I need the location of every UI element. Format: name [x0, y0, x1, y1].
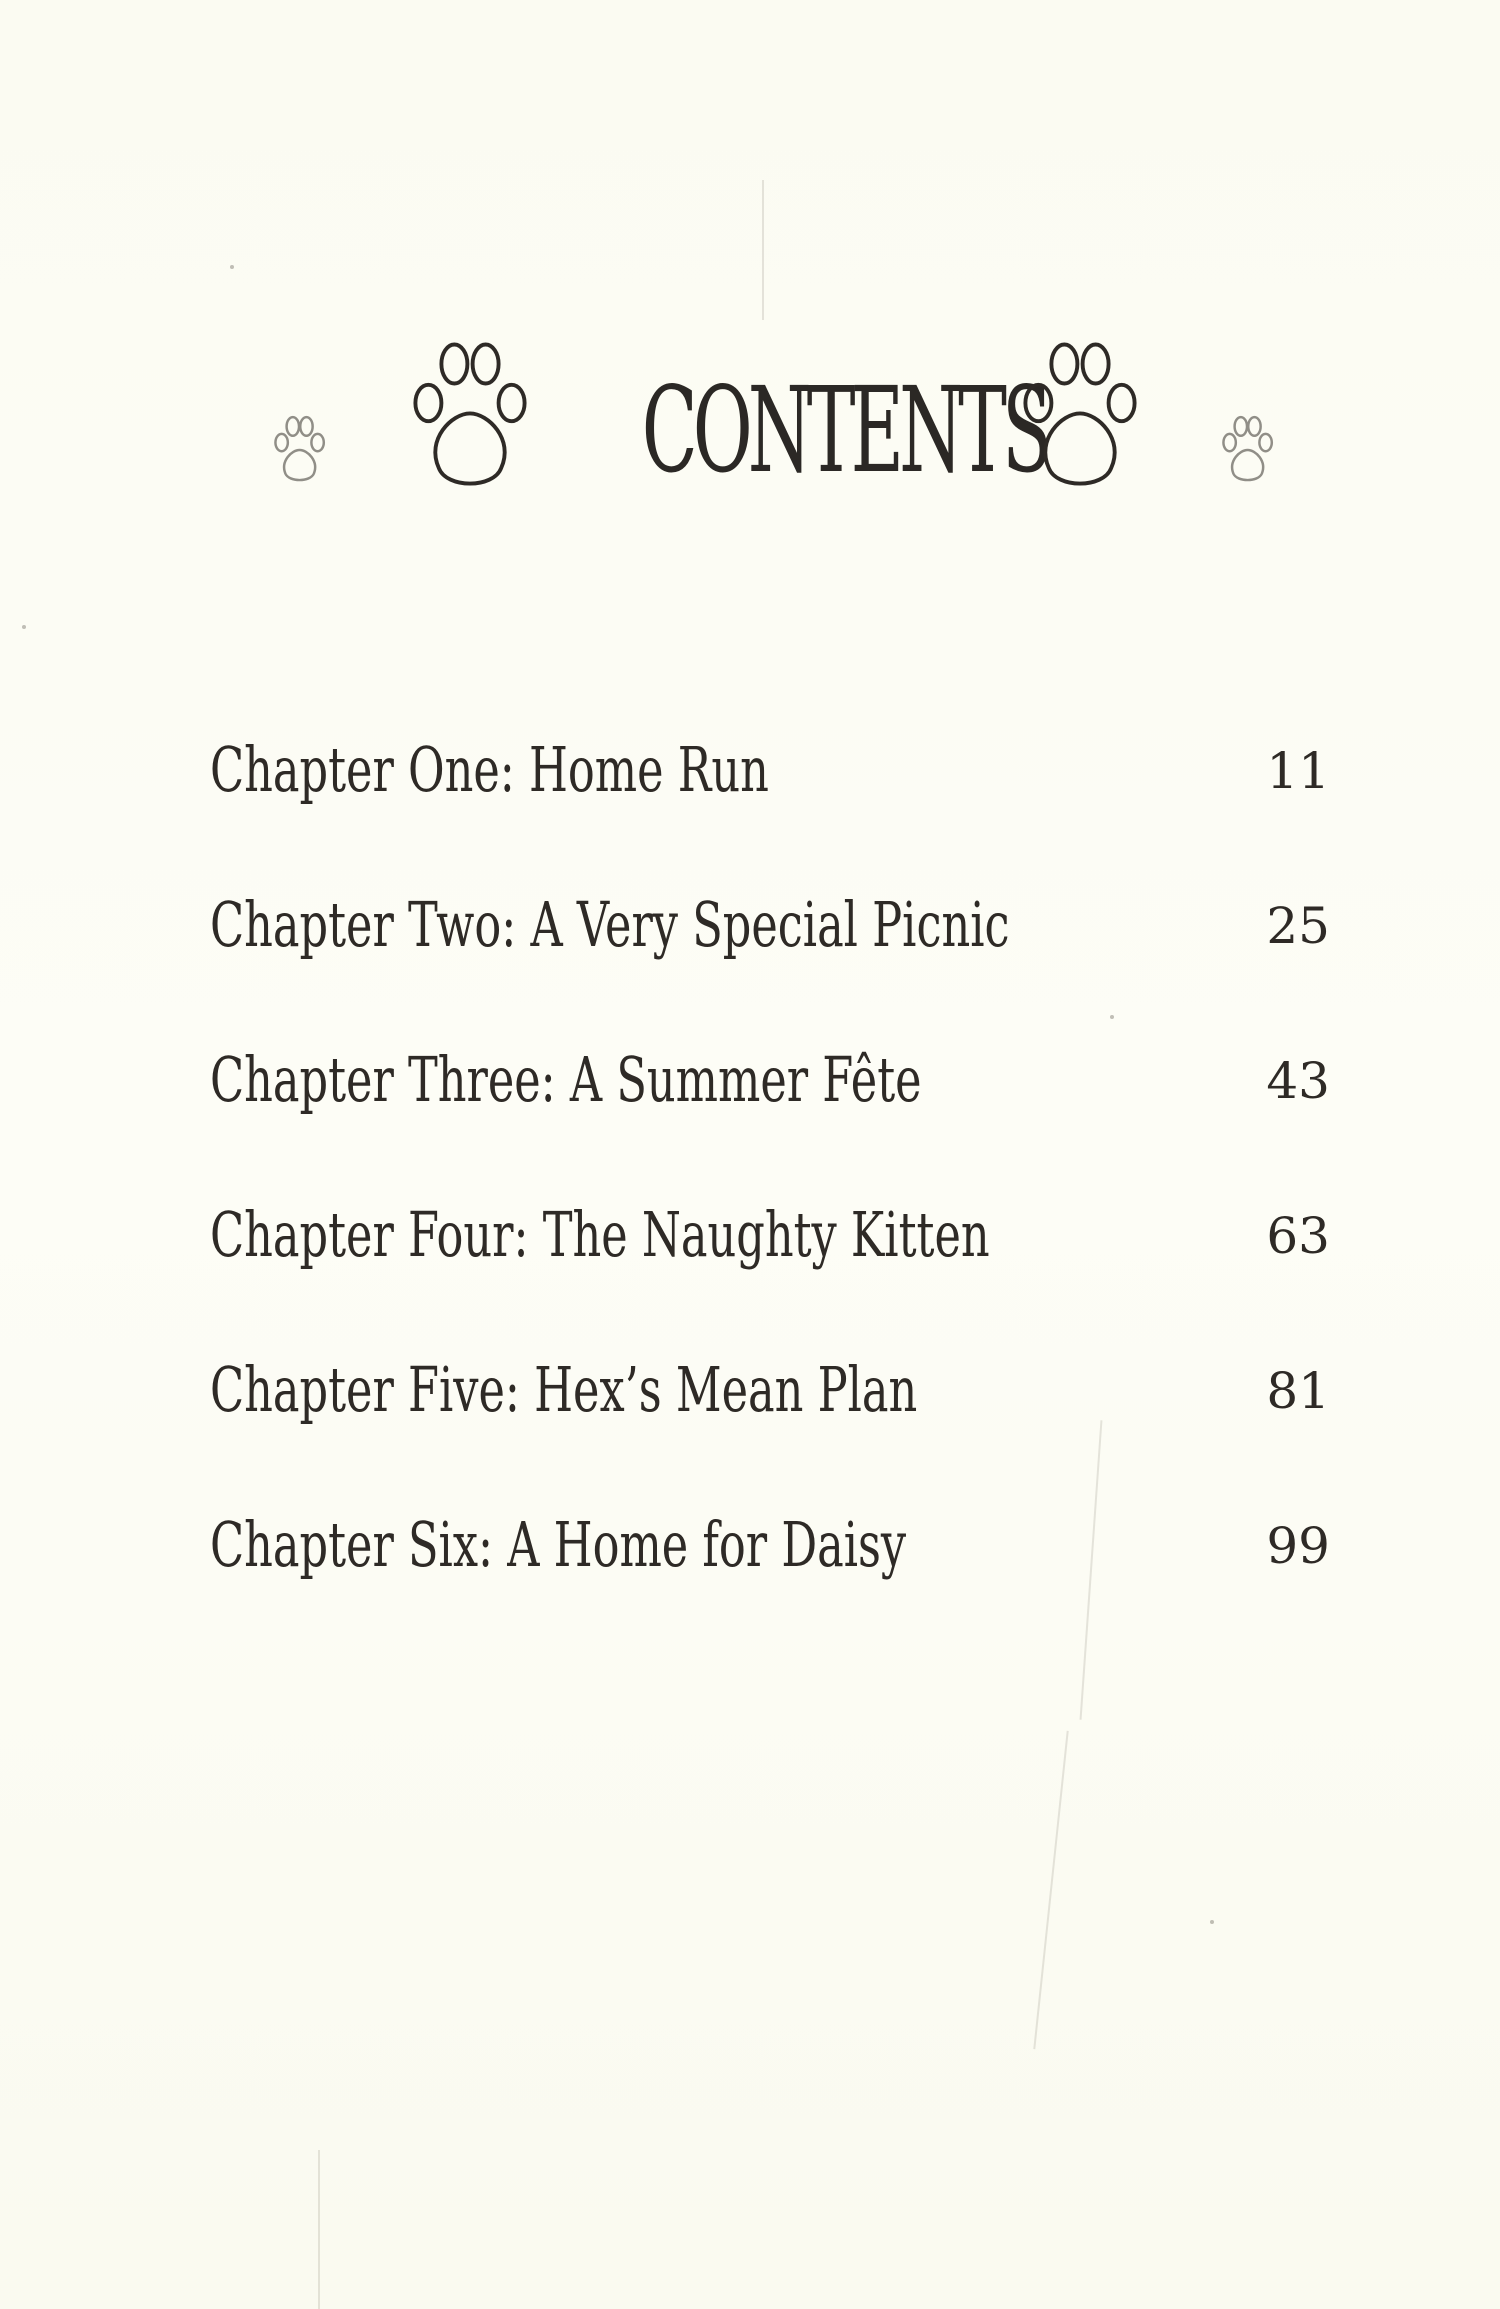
- chapter-title: Chapter Five: Hex’s Mean Plan: [210, 1353, 918, 1426]
- paper-crease: [318, 2150, 320, 2309]
- toc-entry[interactable]: [210, 1040, 1330, 1195]
- page-number: 63: [1266, 1207, 1330, 1265]
- chapter-title: Chapter Two: A Very Special Picnic: [210, 888, 1010, 961]
- contents-heading: CONTENTS: [641, 361, 1048, 499]
- toc-entry[interactable]: [210, 1195, 1330, 1350]
- toc-entry[interactable]: [210, 1505, 1330, 1660]
- chapter-title: Chapter Three: A Summer Fête: [210, 1043, 922, 1116]
- paper-speck: [1210, 1920, 1214, 1924]
- chapter-title: Chapter Six: A Home for Daisy: [210, 1508, 907, 1581]
- toc-entry[interactable]: [210, 730, 1330, 885]
- paper-crease: [762, 180, 764, 320]
- paper-speck: [22, 625, 26, 629]
- toc-entry[interactable]: [210, 885, 1330, 1040]
- page-number: 99: [1266, 1517, 1330, 1575]
- page-number: 43: [1266, 1052, 1330, 1110]
- toc-entry[interactable]: [210, 1350, 1330, 1505]
- page-number: 11: [1266, 742, 1330, 800]
- paw-print-icon: [1015, 336, 1145, 496]
- chapter-title: Chapter One: Home Run: [210, 733, 769, 806]
- chapter-title: Chapter Four: The Naughty Kitten: [210, 1198, 990, 1271]
- page-number: 81: [1266, 1362, 1330, 1420]
- paper-speck: [230, 265, 234, 269]
- contents-header: [0, 320, 1500, 520]
- page-number: 25: [1266, 897, 1330, 955]
- paw-print-icon: [1216, 410, 1278, 490]
- table-of-contents: [210, 730, 1330, 1660]
- paw-print-icon: [268, 410, 330, 490]
- paw-print-icon: [405, 336, 535, 496]
- paper-crease: [1033, 1731, 1068, 2049]
